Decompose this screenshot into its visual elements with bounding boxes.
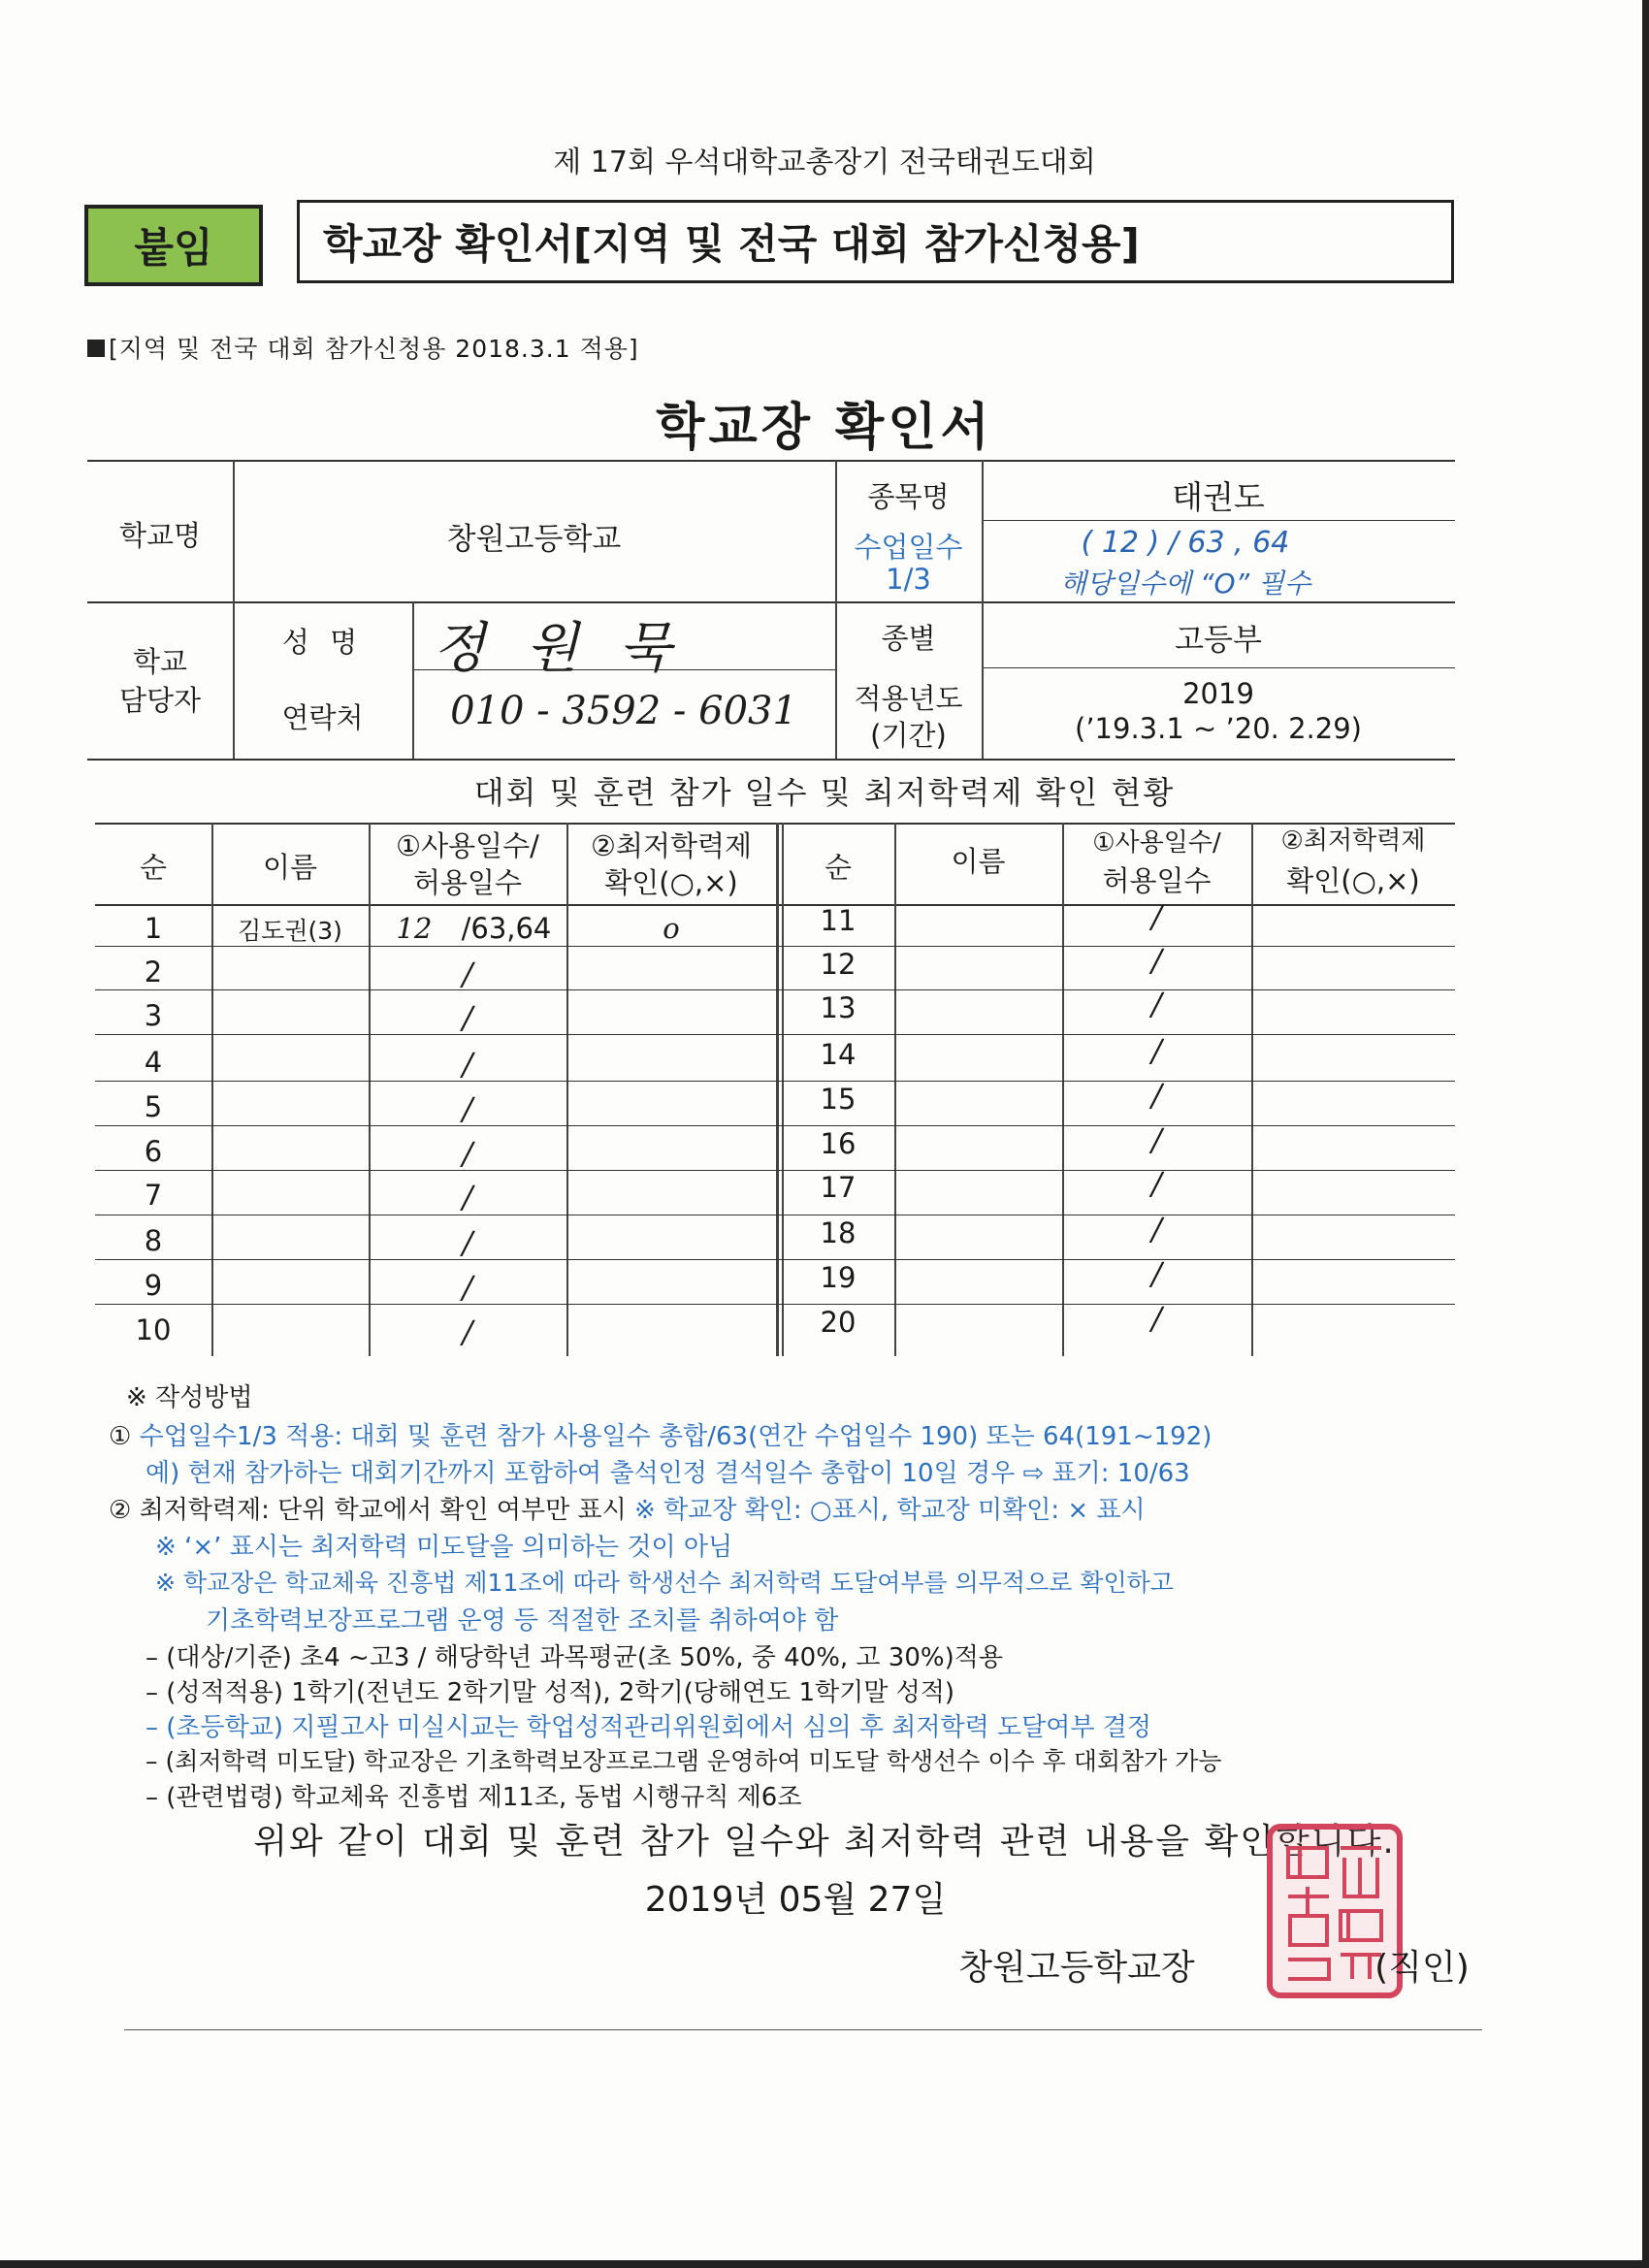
row-acad-check: o bbox=[663, 912, 680, 945]
contact-name-handwritten: 정 원 묵 bbox=[433, 617, 683, 680]
square-bullet-icon bbox=[87, 340, 105, 357]
rule bbox=[566, 823, 568, 1356]
method-line-8: – (성적적용) 1학기(전년도 2학기말 성적), 2학기(당해연도 1학기말 성적) bbox=[146, 1678, 955, 1707]
row-days-slash: / bbox=[1151, 898, 1162, 935]
col-no: 순 bbox=[139, 851, 167, 884]
row-number: 6 bbox=[144, 1135, 163, 1168]
year-label-1: 적용년도 bbox=[854, 682, 963, 715]
class-days-note: 해당일수에 “O” 필수 bbox=[1059, 567, 1311, 599]
row-number: 4 bbox=[144, 1046, 163, 1079]
rule bbox=[982, 520, 1455, 521]
confirmation-date: 2019년 05월 27일 bbox=[644, 1880, 947, 1920]
row-allowed-days: /63,64 bbox=[461, 912, 552, 945]
row-days-slash: / bbox=[462, 999, 473, 1036]
bottom-rule bbox=[124, 2029, 1482, 2030]
seal-label: (직인) bbox=[1374, 1948, 1470, 1988]
row-number: 3 bbox=[144, 999, 163, 1032]
col-acad-2: 확인(○,×) bbox=[1286, 864, 1420, 897]
scan-edge-right bbox=[1642, 0, 1649, 2268]
form-headline: 학교장 확인서[지역 및 전국 대회 참가신청용] bbox=[297, 200, 1454, 283]
col-days-1: ①사용일수/ bbox=[396, 829, 539, 862]
row-number: 5 bbox=[144, 1090, 163, 1123]
rule bbox=[211, 823, 213, 1356]
rule bbox=[776, 823, 779, 1356]
method-line-9: – (초등학교) 지필고사 미실시교는 학업성적관리위원회에서 심의 후 최저학력 도달여부 결정 bbox=[146, 1713, 1151, 1742]
phone-label: 연락처 bbox=[281, 701, 364, 734]
status-title: 대회 및 훈련 참가 일수 및 최저학력제 확인 현황 bbox=[473, 774, 1176, 811]
col-acad-1: ②최저학력제 bbox=[1280, 826, 1426, 856]
subnote bbox=[87, 330, 639, 365]
row-days-slash: / bbox=[462, 1179, 473, 1215]
col-no: 순 bbox=[824, 851, 852, 884]
method-line-3b: ※ 학교장 확인: ○표시, 학교장 미확인: × 표시 bbox=[634, 1496, 1146, 1525]
row-number: 13 bbox=[820, 991, 857, 1024]
method-line-2: 예) 현재 참가하는 대회기간까지 포함하여 출석인정 결석일수 총합이 10일 경우 ⇨ 표기: 10/63 bbox=[146, 1459, 1190, 1488]
row-days-slash: / bbox=[1151, 1032, 1162, 1069]
col-days-1: ①사용일수/ bbox=[1092, 828, 1221, 858]
row-days-slash: / bbox=[1151, 1255, 1162, 1292]
col-days-2: 허용일수 bbox=[1102, 864, 1212, 897]
method-line-1b: 대회 및 훈련 참가 사용일수 총합/63(연간 수업일수 190) 또는 64(191~192) bbox=[350, 1422, 1212, 1451]
row-days-slash: / bbox=[1151, 986, 1162, 1022]
rule bbox=[87, 759, 1455, 761]
school-name-label: 학교명 bbox=[118, 519, 202, 552]
division-label: 종별 bbox=[881, 622, 936, 655]
class-days-label-1: 수업일수 bbox=[854, 531, 963, 564]
method-line-10: – (최저학력 미도달) 학교장은 기초학력보장프로그램 운영하여 미도달 학생선수 이수 후 대회참가 가능 bbox=[146, 1747, 1222, 1775]
confirmation-statement: 위와 같이 대회 및 훈련 참가 일수와 최저학력 관련 내용을 확인합니다. bbox=[253, 1822, 1396, 1862]
row-days-slash: / bbox=[1151, 1077, 1162, 1114]
year-label-2: (기간) bbox=[870, 719, 947, 752]
row-number: 18 bbox=[820, 1216, 857, 1249]
scan-edge-bottom bbox=[0, 2260, 1649, 2268]
method-heading: ※ 작성방법 bbox=[126, 1383, 253, 1412]
subnote-text: [지역 및 전국 대회 참가신청용 2018.3.1 적용] bbox=[109, 335, 639, 363]
year-period: (’19.3.1 ~ ’20. 2.29) bbox=[1075, 712, 1362, 745]
row-number: 2 bbox=[144, 956, 163, 988]
method-line-1a: 수업일수1/3 적용: bbox=[139, 1422, 343, 1451]
row-number: 12 bbox=[820, 948, 857, 981]
row-number: 15 bbox=[820, 1083, 857, 1116]
row-days-slash: / bbox=[1151, 1121, 1162, 1158]
row-days-slash: / bbox=[462, 1046, 473, 1083]
row-number: 17 bbox=[820, 1171, 857, 1204]
row-days-slash: / bbox=[1151, 1300, 1162, 1337]
method-line-7: – (대상/기준) 초4 ~고3 / 해당학년 과목평균(초 50%, 중 40%, 고 30%)적용 bbox=[146, 1643, 1003, 1672]
row-number: 16 bbox=[820, 1127, 857, 1160]
event-value: 태권도 bbox=[1172, 478, 1265, 516]
class-days-label-2: 1/3 bbox=[886, 563, 931, 596]
phone-handwritten: 010 - 3592 - 6031 bbox=[450, 689, 797, 733]
col-days-2: 허용일수 bbox=[412, 866, 523, 899]
name-label: 성 명 bbox=[281, 626, 364, 659]
signer: 창원고등학교장 bbox=[958, 1948, 1195, 1988]
col-acad-2: 확인(○,×) bbox=[604, 866, 738, 899]
method-line-6: 기초학력보장프로그램 운영 등 적절한 조치를 취하여야 함 bbox=[206, 1606, 839, 1636]
method-line-5: ※ 학교장은 학교체육 진흥법 제11조에 따라 학생선수 최저학력 도달여부를 의무적으로 확인하고 bbox=[155, 1569, 1174, 1597]
row-days-slash: / bbox=[462, 1090, 473, 1127]
method-line-11: – (관련법령) 학교체육 진흥법 제11조, 동법 시행규칙 제6조 bbox=[146, 1783, 802, 1812]
row-days-slash: / bbox=[462, 1135, 473, 1172]
row-days-slash: / bbox=[462, 1269, 473, 1306]
col-name: 이름 bbox=[951, 845, 1006, 878]
method-line-1 bbox=[109, 1416, 1212, 1452]
row-number: 1 bbox=[144, 912, 163, 945]
row-number: 10 bbox=[135, 1313, 172, 1346]
event-label: 종목명 bbox=[867, 480, 950, 513]
row-number: 20 bbox=[820, 1306, 857, 1339]
row-days-slash: / bbox=[1151, 942, 1162, 979]
col-name: 이름 bbox=[262, 851, 318, 884]
circled-two: ② bbox=[109, 1496, 132, 1525]
row-number: 14 bbox=[820, 1038, 857, 1071]
row-days-slash: / bbox=[1151, 1211, 1162, 1247]
row-days-slash: / bbox=[1151, 1165, 1162, 1202]
row-number: 8 bbox=[144, 1224, 163, 1257]
contest-title: 제 17회 우석대학교총장기 전국태권도대회 bbox=[553, 146, 1096, 179]
rule bbox=[87, 601, 1455, 603]
school-name-value: 창원고등학교 bbox=[446, 522, 622, 557]
method-line-4: ※ ‘×’ 표시는 최저학력 미도달을 의미하는 것이 아님 bbox=[155, 1533, 733, 1562]
year-value: 2019 bbox=[1182, 677, 1254, 710]
rule bbox=[982, 667, 1455, 668]
col-acad-1: ②최저학력제 bbox=[590, 829, 753, 862]
document-title: 학교장 확인서 bbox=[656, 399, 993, 457]
division-value: 고등부 bbox=[1175, 623, 1262, 658]
rule bbox=[894, 823, 896, 1356]
row-number: 11 bbox=[820, 904, 857, 937]
rule bbox=[1251, 823, 1253, 1356]
row-days-slash: / bbox=[462, 956, 473, 992]
contact-label-1: 학교 bbox=[132, 645, 188, 678]
row-number: 9 bbox=[144, 1269, 163, 1302]
method-line-3a: 최저학력제: 단위 학교에서 확인 여부만 표시 bbox=[139, 1496, 627, 1525]
contact-label-2: 담당자 bbox=[118, 684, 202, 717]
circled-one: ① bbox=[109, 1422, 132, 1451]
row-used-days-handwritten: 12 bbox=[396, 912, 433, 945]
attachment-badge: 붙임 bbox=[84, 205, 263, 286]
row-name: 김도권(3) bbox=[238, 917, 342, 945]
class-days-value: ( 12 ) / 63 , 64 bbox=[1081, 526, 1290, 560]
method-line-3 bbox=[109, 1490, 1146, 1526]
rule bbox=[87, 460, 1455, 462]
row-days-slash: / bbox=[462, 1313, 473, 1350]
row-days-slash: / bbox=[462, 1224, 473, 1261]
row-number: 7 bbox=[144, 1179, 163, 1212]
row-number: 19 bbox=[820, 1261, 857, 1294]
